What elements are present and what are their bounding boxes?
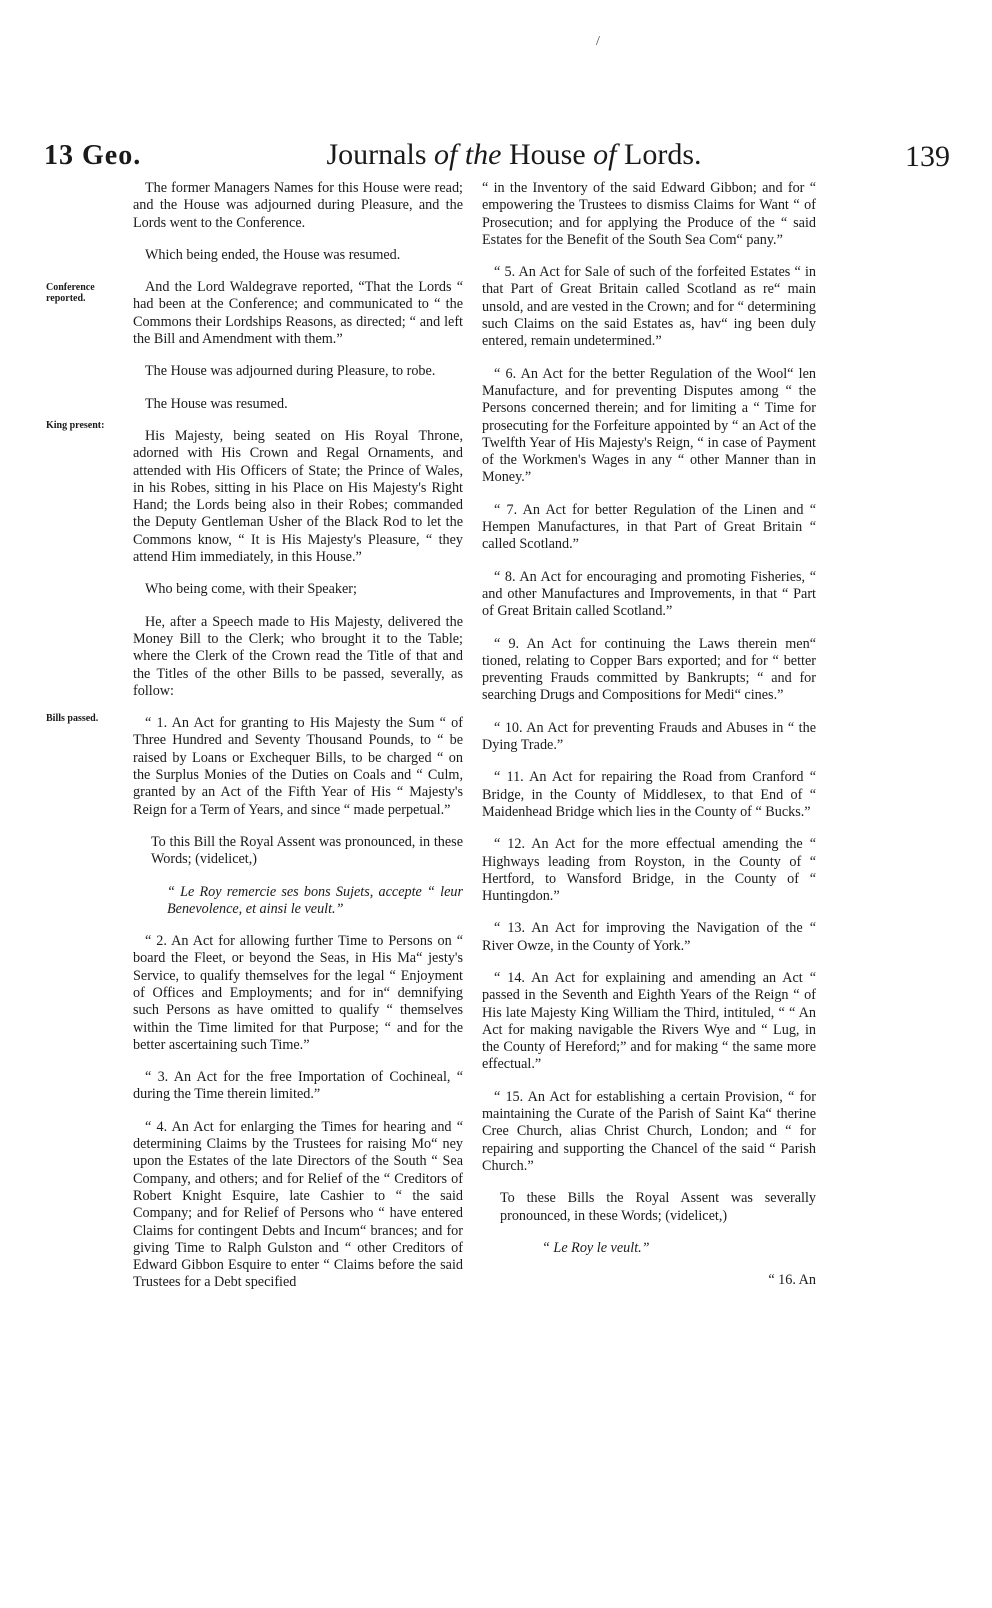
paragraph: And the Lord Waldegrave reported, “That the Lords “ had been at the Conference; and communicated to “ the Commons their Lordships Reasons, as directed; “ and left the Bill and Amendment with them.” (133, 279, 463, 348)
bill-entry: “ 1. An Act for granting to His Majesty the Sum “ of Three Hundred and Seventy Thousand Pounds, to “ be raised by Loans or Exchequer Bills, to be charged “ on the Surplus Monies of the Duties on Coals and “ Culm, granted by an Act of the Fifth Year of His “ Majesty's Reign for a Term of Years, and since “ made perpetual.” (133, 715, 463, 818)
margin-note-king: King present: (46, 420, 105, 431)
bill-entry: “ 5. An Act for Sale of such of the forfeited Estates “ in that Part of Great Britain called Scotland as re“ main unsold, and are vested in the Crown; and for “ determining such Claims on the said Estates as, hav“ ing been duly entered, remain undetermined.” (482, 264, 816, 350)
paragraph: The House was adjourned during Pleasure, to robe. (145, 363, 436, 380)
royal-assent-words: “ Le Roy remercie ses bons Sujets, accepte “ leur Benevolence, et ainsi le veult.” (167, 883, 463, 917)
ink-mark: / (596, 34, 600, 49)
bill-entry: “ 2. An Act for allowing further Time to Persons on “ board the Fleet, or beyond the Seas, in His Ma“ jesty's Service, to qualify themselves for the legal “ Enjoyment of Offices and Employments; and for in“ demnifying such Persons as have omitted to qualify “ themselves within the Time limited for that Purpose; “ and for the better ascertaining such Time.” (133, 933, 463, 1053)
royal-assent-note: To this Bill the Royal Assent was pronounced, in these Words; (videlicet,) (151, 833, 463, 868)
margin-note-conference: Conference reported. (46, 282, 95, 304)
bill-entry: “ 6. An Act for the better Regulation of the Wool“ len Manufacture, and for preventing Disputes among “ the Persons concerned therein; and for limiting a “ Time for prosecuting for the Forfeiture appointed by “ an Act of the Twelfth Year of His Majesty's Reign, “ in case of Payment of the Workmen's Wages in any “ other Manner than in Money.” (482, 365, 816, 486)
page-number: 139 (905, 140, 950, 173)
bill-entry: “ 4. An Act for enlarging the Times for hearing and “ determining Claims by the Trustees for raising Mo“ ney upon the Estates of the late Directors of the South “ Sea Company, and others; and for Relief of the “ Creditors of Robert Knight Esquire, late Cashier to “ the said Company; and for Relief of Persons who “ have entered Claims for contingent Debts and Incum“ brances; and for giving Time to Ralph Gulston and “ other Creditors of Edward Gibbon Esquire to enter “ Claims before the said Trustees for a Debt specified (133, 1118, 463, 1291)
left-column (133, 180, 463, 1307)
paragraph: The House was resumed. (145, 395, 288, 412)
regnal-year: 13 Geo. (44, 140, 142, 171)
paragraph: Which being ended, the House was resumed. (145, 246, 401, 263)
bill-entry: “ 13. An Act for improving the Navigation of the “ River Owze, in the County of York.” (482, 920, 816, 954)
bill-entry: “ 3. An Act for the free Importation of Cochineal, “ during the Time therein limited.” (133, 1069, 463, 1103)
bill-entry: “ 8. An Act for encouraging and promoting Fisheries, “ and other Manufactures and Improvements, in that “ Part of Great Britain called Scotland.” (482, 568, 816, 620)
paragraph: The former Managers Names for this House were read; and the House was adjourned during Pleasure, and the Lords went to the Conference. (133, 180, 463, 231)
bill-entry: “ 14. An Act for explaining and amending an Act “ passed in the Seventh and Eighth Years of the Reign “ of His late Majesty King William the Third, intituled, “ “ An Act for making navigable the Rivers Wye and “ Lug, in the County of Hereford;” and for making “ the same more effectual.” (482, 969, 816, 1073)
page-header (44, 138, 950, 182)
bill-entry: “ 12. An Act for the more effectual amending the “ Highways leading from Royston, in the County of “ Hertford, to Wansford Bridge, in the County of “ Huntingdon.” (482, 836, 816, 905)
paragraph: Who being come, with their Speaker; (145, 581, 357, 598)
catchword: “ 16. An (768, 1272, 816, 1289)
bill-entry: “ 11. An Act for repairing the Road from Cranford “ Bridge, in the County of Middlesex, to that End of “ Maidenhead Bridge which lies in the County of “ Bucks.” (482, 769, 816, 820)
right-column (482, 180, 816, 1289)
bill-entry: “ 15. An Act for establishing a certain Provision, “ for maintaining the Curate of the Parish of Saint Ka“ therine Cree Church, alias Christ Church, London; and “ for repairing and supporting the Chancel of the said “ Parish Church.” (482, 1088, 816, 1174)
paragraph: He, after a Speech made to His Majesty, delivered the Money Bill to the Clerk; who brought it to the Table; where the Clerk of the Crown read the Title of that and the Titles of the other Bills to be passed, severally, as follow: (133, 613, 463, 699)
margin-note-bills: Bills passed. (46, 713, 99, 724)
royal-assent-words: “ Le Roy le veult.” (542, 1239, 650, 1256)
paragraph: His Majesty, being seated on His Royal Throne, adorned with His Crown and Regal Ornaments, and attended with His Officers of State; the Prince of Wales, in his Robes, sitting in his Place on His Majesty's Right Hand; the Lords being also in their Robes; commanded the Deputy Gentleman Usher of the Black Rod to let the Commons know, “ It is His Majesty's Pleasure, “ they attend Him immediately, in this House.” (133, 427, 463, 566)
page-title: Journals of the House of Lords. (326, 138, 702, 171)
bill-entry: “ 7. An Act for better Regulation of the Linen and “ Hempen Manufactures, in that Part of Great Britain “ called Scotland.” (482, 501, 816, 553)
royal-assent-note: To these Bills the Royal Assent was severally pronounced, in these Words; (videlicet,) (500, 1190, 816, 1224)
bill-entry: “ in the Inventory of the said Edward Gibbon; and for “ empowering the Trustees to dismiss Claims for Want “ of Prosecution; and for applying the Produce of the “ said Estates for the Benefit of the South Sea Com“ pany.” (482, 180, 816, 248)
bill-entry: “ 9. An Act for continuing the Laws therein men“ tioned, relating to Copper Bars exported; and for “ better preventing Frauds committed by Bankrupts; “ and for searching Drugs and Compositions for Medi“ cines.” (482, 635, 816, 704)
bill-entry: “ 10. An Act for preventing Frauds and Abuses in “ the Dying Trade.” (482, 719, 816, 754)
